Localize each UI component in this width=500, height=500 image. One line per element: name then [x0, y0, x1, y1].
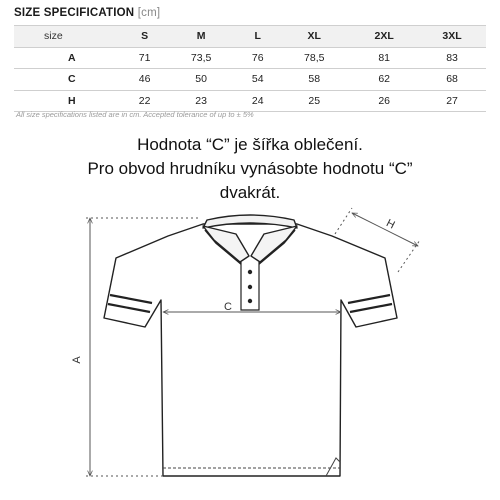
col-header-l: L	[237, 26, 278, 48]
col-header-size: size	[14, 26, 124, 48]
col-header-xl: XL	[278, 26, 350, 48]
row-label: H	[14, 90, 124, 112]
table-cell: 24	[237, 90, 278, 112]
table-cell: 68	[418, 69, 486, 91]
button-icon	[248, 285, 252, 289]
button-icon	[248, 299, 252, 303]
table-cell: 22	[124, 90, 165, 112]
spec-unit: [cm]	[137, 7, 161, 19]
col-header-2xl: 2XL	[350, 26, 418, 48]
tolerance-note: All size specifications listed are in cm. Accepted tolerance of up to ± 5%	[16, 110, 254, 119]
table-cell: 26	[350, 90, 418, 112]
table-cell: 46	[124, 69, 165, 91]
col-header-s: S	[124, 26, 165, 48]
spec-title-text: SIZE SPECIFICATION	[14, 7, 135, 19]
table-cell: 71	[124, 47, 165, 69]
table-cell: 25	[278, 90, 350, 112]
button-icon	[248, 270, 252, 274]
caption-line-3: dvakrát.	[219, 183, 281, 202]
row-label: C	[14, 69, 124, 91]
table-cell: 54	[237, 69, 278, 91]
table-cell: 76	[237, 47, 278, 69]
label-c: C	[224, 301, 232, 313]
row-label: A	[14, 47, 124, 69]
shirt-outline	[104, 215, 397, 476]
col-header-3xl: 3XL	[418, 26, 486, 48]
caption-line-1: Hodnota “C” je šířka oblečení.	[137, 135, 363, 154]
caption-line-2: Pro obvod hrudníku vynásobte hodnotu “C”	[87, 159, 413, 178]
table-cell: 58	[278, 69, 350, 91]
table-cell: 50	[165, 69, 237, 91]
table-cell: 62	[350, 69, 418, 91]
table-cell: 27	[418, 90, 486, 112]
label-h: H	[384, 217, 397, 232]
table-cell: 78,5	[278, 47, 350, 69]
col-header-m: M	[165, 26, 237, 48]
table-cell: 83	[418, 47, 486, 69]
label-a: A	[71, 356, 83, 364]
table-cell: 81	[350, 47, 418, 69]
table-cell: 73,5	[165, 47, 237, 69]
table-cell: 23	[165, 90, 237, 112]
